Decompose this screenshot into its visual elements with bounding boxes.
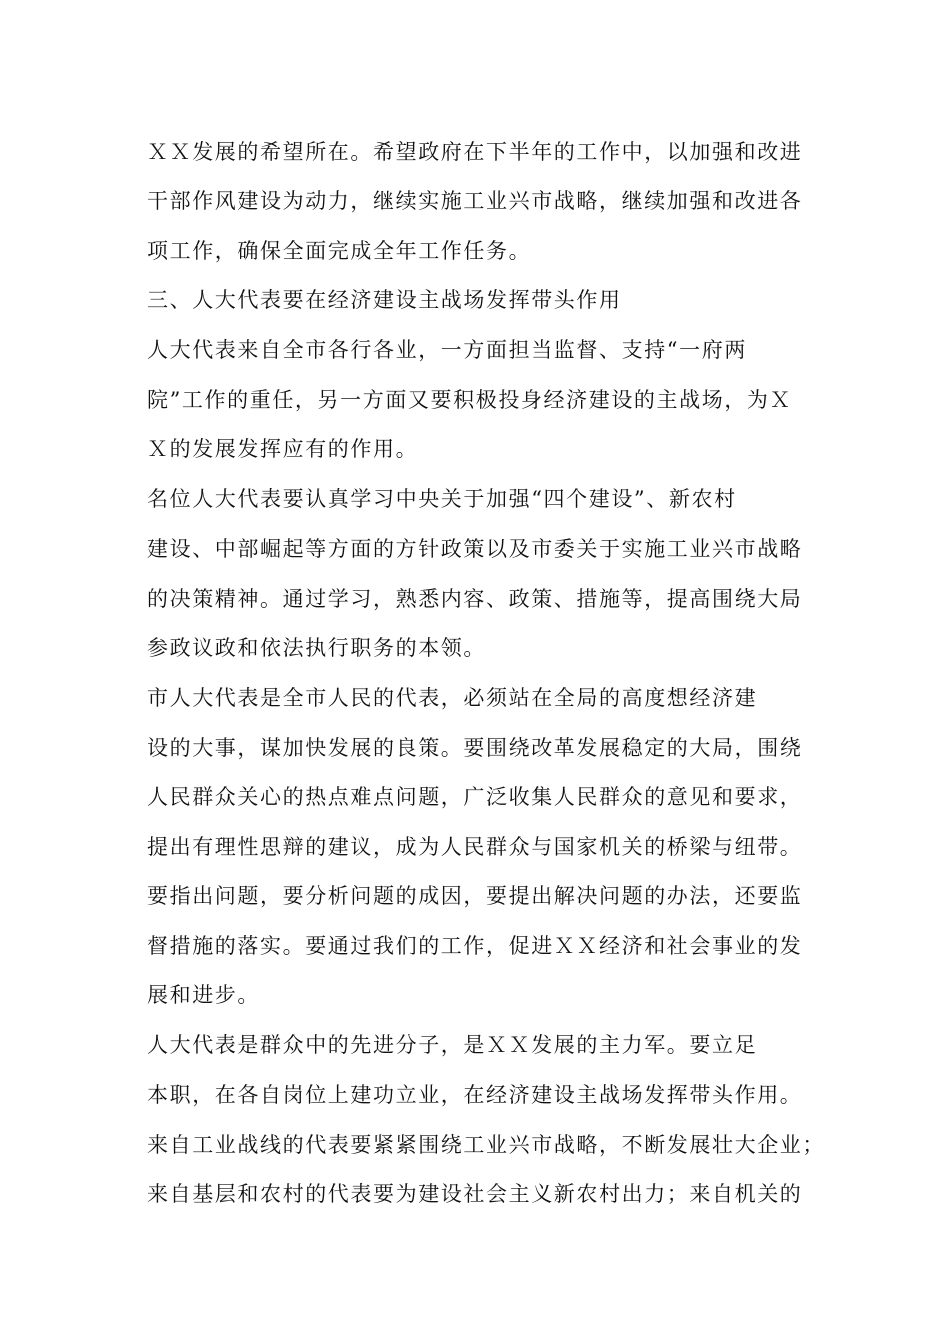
text-line: 人大代表是群众中的先进分子，是ＸＸ发展的主力军。要立足 <box>147 1033 758 1057</box>
text-line: 项工作，确保全面完成全年工作任务。 <box>147 239 532 263</box>
text-line: 的决策精神。通过学习，熟悉内容、政策、措施等，提高围绕大局 <box>147 587 803 611</box>
text-line: 来自工业战线的代表要紧紧围绕工业兴市战略，不断发展壮大企业； <box>147 1133 825 1157</box>
text-line: ＸＸ发展的希望所在。希望政府在下半年的工作中，以加强和改进 <box>147 140 803 164</box>
text-line: 展和进步。 <box>147 983 260 1007</box>
text-line: 提出有理性思辩的建议，成为人民群众与国家机关的桥梁与纽带。 <box>147 835 803 859</box>
text-line: 设的大事，谋加快发展的良策。要围绕改革发展稳定的大局，围绕 <box>147 736 803 760</box>
text-line: 本职，在各自岗位上建功立业，在经济建设主战场发挥带头作用。 <box>147 1083 803 1107</box>
text-line: 要指出问题，要分析问题的成因，要提出解决问题的办法，还要监 <box>147 884 803 908</box>
text-line: Ｘ的发展发挥应有的作用。 <box>147 437 419 461</box>
section-heading: 三、人大代表要在经济建设主战场发挥带头作用 <box>147 288 622 312</box>
text-line: 人大代表来自全市各行各业，一方面担当监督、支持“一府两 <box>147 338 747 362</box>
text-line: 市人大代表是全市人民的代表，必须站在全局的高度想经济建 <box>147 686 758 710</box>
text-line: 干部作风建设为动力，继续实施工业兴市战略，继续加强和改进各 <box>147 189 803 213</box>
text-line: 建设、中部崛起等方面的方针政策以及市委关于实施工业兴市战略 <box>147 537 803 561</box>
text-line: 院”工作的重任，另一方面又要积极投身经济建设的主战场，为Ｘ <box>147 388 793 412</box>
text-line: 人民群众关心的热点难点问题，广泛收集人民群众的意见和要求， <box>147 785 803 809</box>
text-line: 名位人大代表要认真学习中央关于加强“四个建设”、新农村 <box>147 487 737 511</box>
text-line: 参政议政和依法执行职务的本领。 <box>147 636 486 660</box>
text-line: 来自基层和农村的代表要为建设社会主义新农村出力；来自机关的 <box>147 1182 803 1206</box>
text-line: 督措施的落实。要通过我们的工作，促进ＸＸ经济和社会事业的发 <box>147 934 803 958</box>
